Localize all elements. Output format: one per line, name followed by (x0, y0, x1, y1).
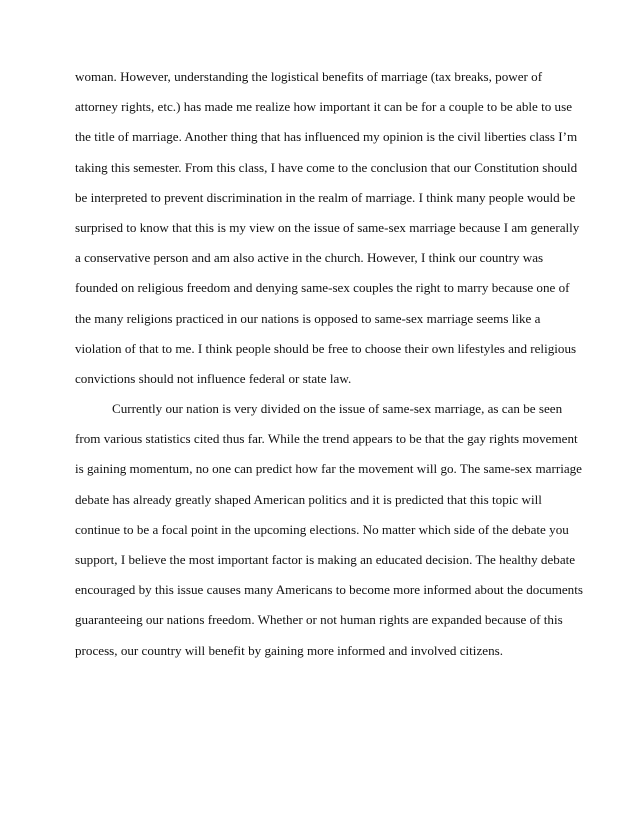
text-line: violation of that to me. I think people should be free to choose their own lifestyles and religious (75, 340, 577, 356)
text-line: founded on religious freedom and denying same-sex couples the right to marry because one of (75, 280, 570, 296)
text-line: convictions should not influence federal or state law. (75, 370, 352, 386)
text-line: encouraged by this issue causes many Americans to become more informed about the documents (75, 582, 583, 598)
text-line: from various statistics cited thus far. While the trend appears to be that the gay rights movement (75, 431, 578, 447)
text-line: woman. However, understanding the logistical benefits of marriage (tax breaks, power of (75, 69, 543, 84)
text-line: Currently our nation is very divided on the issue of same-sex marriage, as can be seen (112, 401, 563, 417)
text-line: be interpreted to prevent discrimination in the realm of marriage. I think many people would be (75, 189, 576, 205)
text-line: taking this semester. From this class, I have come to the conclusion that our Constitution should (75, 159, 578, 175)
text-line: is gaining momentum, no one can predict how far the movement will go. The same-sex marriage (75, 461, 582, 477)
text-line: a conservative person and am also active in the church. However, I think our country was (75, 250, 544, 266)
text-line: guaranteeing our nations freedom. Whether or not human rights are expanded because of this (75, 612, 563, 628)
text-line: the title of marriage. Another thing that has influenced my opinion is the civil liberties class I’m (75, 129, 578, 145)
text-line: surprised to know that this is my view on the issue of same-sex marriage because I am generally (75, 219, 580, 235)
body-text (75, 69, 583, 673)
text-line: the many religions practiced in our nations is opposed to same-sex marriage seems like a (75, 310, 541, 326)
text-line: continue to be a focal point in the upcoming elections. No matter which side of the debate you (75, 521, 569, 537)
text-line: support, I believe the most important factor is making an educated decision. The healthy debate (75, 552, 576, 567)
text-line: debate has already greatly shaped American politics and it is predicted that this topic will (75, 491, 542, 507)
text-line: process, our country will benefit by gaining more informed and involved citizens. (75, 642, 503, 658)
text-line: attorney rights, etc.) has made me realize how important it can be for a couple to be able to use (75, 99, 573, 115)
